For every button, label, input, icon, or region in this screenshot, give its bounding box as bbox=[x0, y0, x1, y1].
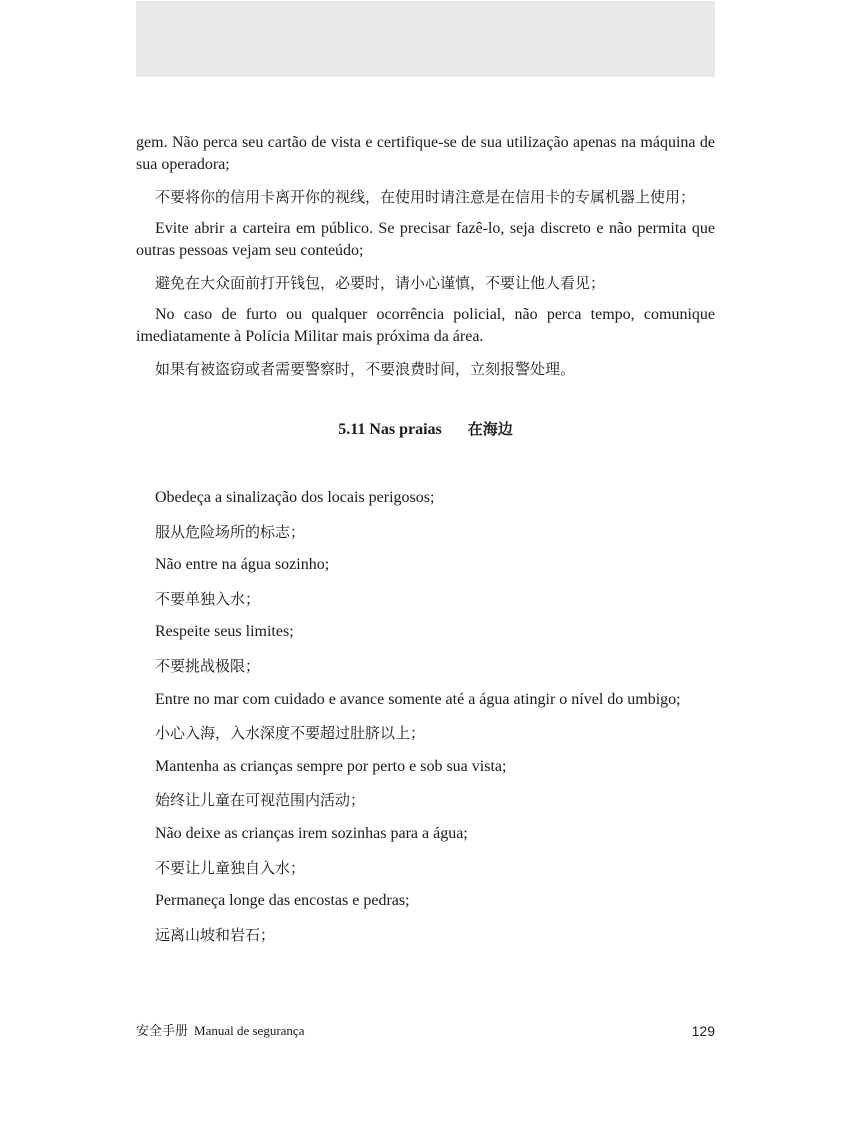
list-item: Entre no mar com cuidado e avance somente até a água atingir o nível do umbigo; bbox=[155, 690, 681, 708]
paragraph: gem. Não perca seu cartão de vista e certifique-se de sua utilização apenas na máquina de sua operadora; bbox=[136, 134, 715, 173]
list-item-zh: 服从危险场所的标志； bbox=[155, 522, 306, 541]
list-item-zh: 远离山坡和岩石； bbox=[155, 925, 276, 944]
list-item-zh: 不要单独入水； bbox=[155, 589, 261, 608]
section-title-zh: 在海边 bbox=[467, 420, 513, 438]
list-item: Não entre na água sozinho; bbox=[155, 556, 330, 574]
list-item-zh: 不要挑战极限； bbox=[155, 656, 261, 675]
section-number: 5.11 bbox=[338, 421, 366, 438]
list-item: Permaneça longe das encostas e pedras; bbox=[155, 892, 410, 910]
footer-manual-zh: 安全手册 bbox=[136, 1024, 189, 1039]
list-item-zh: 不要让儿童独自入水； bbox=[155, 858, 306, 877]
paragraph-zh: 避免在大众面前打开钱包，必要时，请小心谨慎，不要让他人看见； bbox=[155, 274, 606, 292]
page-footer bbox=[136, 1020, 715, 1042]
page-body bbox=[136, 132, 715, 957]
list-item: Não deixe as crianças irem sozinhas para a água; bbox=[155, 824, 468, 842]
paragraph: No caso de furto ou qualquer ocorrência policial, não perca tempo, comunique imediatamente à Polícia Militar mais próxima da área. bbox=[136, 306, 715, 345]
list-item-zh: 小心入海，入水深度不要超过肚脐以上； bbox=[155, 724, 426, 743]
section-title-pt: Nas praias bbox=[369, 421, 442, 438]
safety-tips-list bbox=[136, 487, 715, 946]
list-item-zh: 始终让儿童在可视范围内活动； bbox=[155, 791, 366, 810]
header-band bbox=[136, 1, 715, 77]
footer-manual-pt: Manual de segurança bbox=[194, 1023, 305, 1038]
list-item: Obedeça a sinalização dos locais perigosos; bbox=[155, 489, 435, 506]
paragraph: Evite abrir a carteira em público. Se precisar fazê-lo, seja discreto e não permita que outras pessoas vejam seu conteúdo; bbox=[136, 220, 715, 259]
paragraph-zh: 不要将你的信用卡离开你的视线，在使用时请注意是在信用卡的专属机器上使用； bbox=[155, 188, 696, 206]
section-heading bbox=[136, 418, 715, 441]
paragraph-zh: 如果有被盗窃或者需要警察时，不要浪费时间，立刻报警处理。 bbox=[155, 360, 576, 378]
list-item: Respeite seus limites; bbox=[155, 623, 294, 641]
page-number: 129 bbox=[691, 1023, 715, 1039]
list-item: Mantenha as crianças sempre por perto e sob sua vista; bbox=[155, 757, 507, 775]
